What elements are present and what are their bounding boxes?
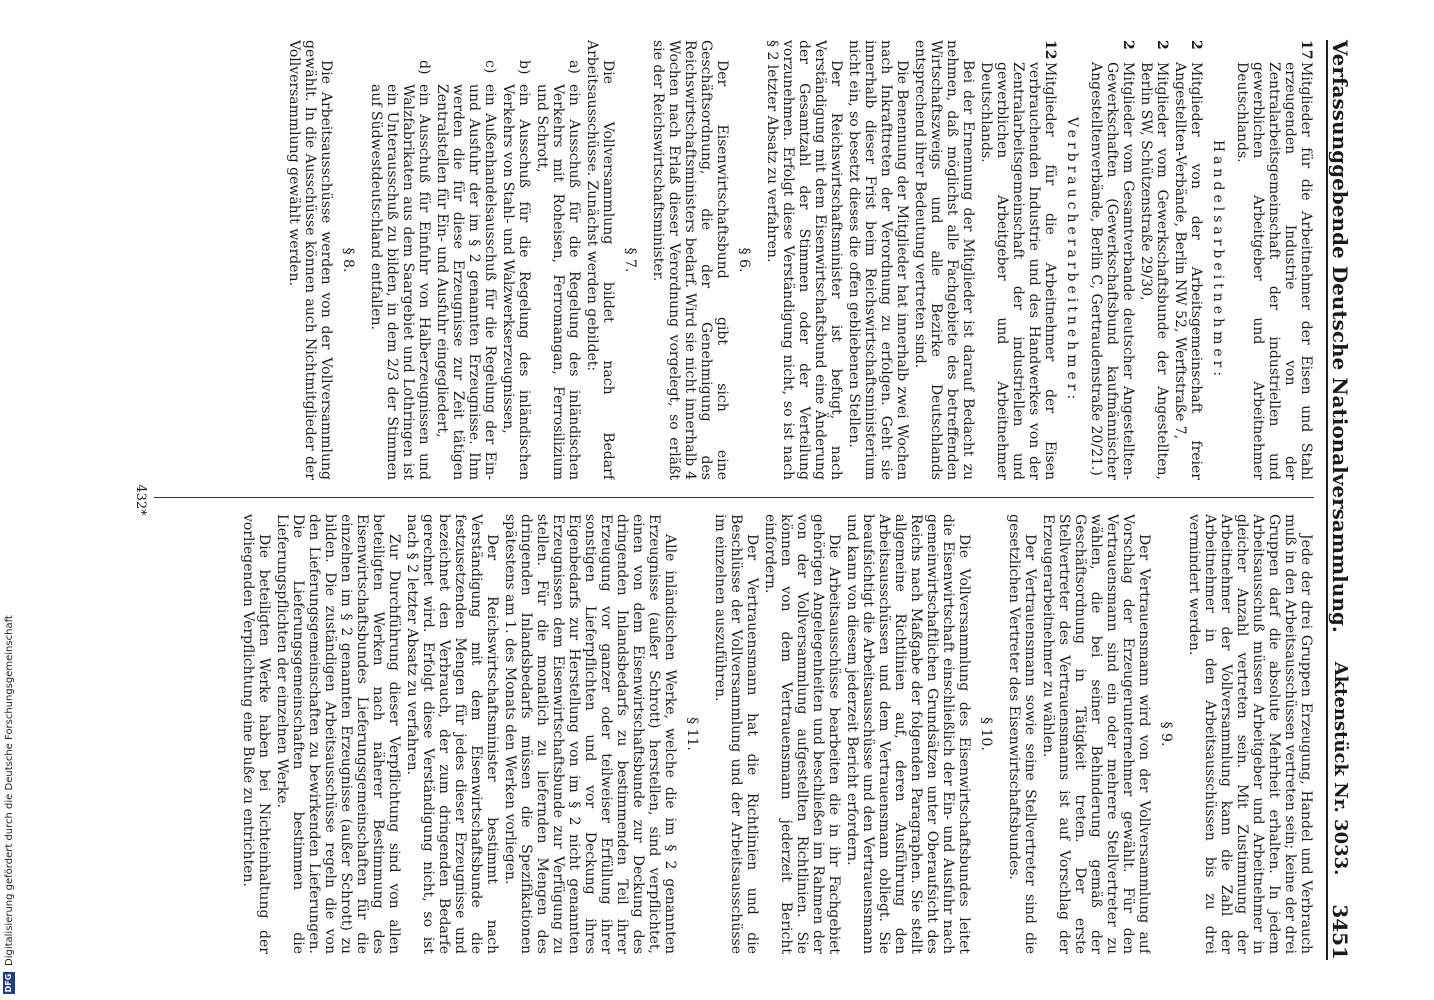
- paragraph: Der Vertrauensmann sowie seine Stellvertreter sind die gesetzlichen Vertreter des Eisenwirtschaftsbundes.: [1006, 514, 1038, 954]
- paragraph: Der Vertrauensmann hat die Richtlinien und die Beschlüsse der Vollversammlung und der Arbeitsausschüsse im einzelnen auszuführen.: [712, 514, 760, 954]
- list-item: [534, 60, 582, 480]
- list-text: ein Ausschuß für die Regelung des inländischen Verkehrs von Stahl- und Walzwerkserzeugnissen,: [500, 84, 532, 480]
- member-count: 2: [1188, 40, 1204, 50]
- list-label: a): [566, 60, 582, 74]
- heading-verbraucherarbeitnehmer: Verbraucherarbeitnehmer:: [1064, 116, 1080, 404]
- paragraph: Die beteiligten Werke haben bei Nichteinhaltung der vorliegenden Verpflichtung eine Buße zu entrichten.: [240, 514, 272, 954]
- column-divider: [154, 497, 1314, 498]
- paragraph: Die Benennung der Mitglieder hat innerhalb zwei Wochen nach Inkrafttreten der Verordnung zu erfolgen. Geht sie innerhalb dieser Frist beim Reichswirtschaftsministerium nicht ein, so besetzt dieses die offen gebliebenen Stellen.: [846, 40, 910, 480]
- member-entry: [1138, 40, 1170, 480]
- paragraph: Die Vollversammlung des Eisenwirtschaftsbundes leitet die Eisenwirtschaft einschließlich der Ein- und Ausfuhr nach gemeinwirtschaftlichen Grundsätzen unter Oberaufsicht des Reichs nach Maßgabe der folgenden Paragraphen. Sie stellt allgemeine Richtlinien auf, deren Ausführung den Arbeitsausschüssen und dem Vertrauensmann obliegt. Sie beaufsichtigt die Arbeitsausschüsse und den Vertrauensmann und kann von diesem jederzeit Bericht erfordern.: [844, 514, 972, 954]
- list-text: ein Außenhandelsausschuß für die Regelung der Ein- und Ausfuhr der im § 2 genannten Erzeugnisse. Ihm werden die für diese Erzeugnisse zur Zeit tätigen Zentralstellen für Ein- und Ausfuhr eingegliedert,: [434, 84, 498, 480]
- left-column: [154, 40, 1314, 480]
- section-title-9: § 9.: [1158, 721, 1174, 747]
- member-text: Mitglieder für die Arbeitnehmer der Eisen verbrauchenden Industrie und des Handwerkes von der Zentralarbeitsgemeinschaft der industriellen und gewerblichen Arbeitgeber und Arbeitnehmer Deutschlands.: [978, 62, 1058, 480]
- list-label: b): [516, 60, 532, 75]
- funding-note: [0, 0, 18, 1000]
- paragraph: Der Reichswirtschaftsminister bestimmt nach Verständigung mit dem Eisenwirtschaftsbunde die festzusetzenden Mengen für jedes dieser Erzeugnisse und bezeichnet den Verbrauch, der zum dringenden Bedarfe gerechnet wird. Erfolgt diese Verständigung nicht, so ist nach § 2 letzter Absatz zu verfahren.: [404, 514, 500, 954]
- section-title-7: § 7.: [622, 247, 638, 273]
- member-text: Mitglieder vom Gesamtverbande deutscher Angestellten-Gewerkschaften (Gewerkschaftsbund kaufmännischer Angestelltenverbände, Berlin C, Gertraudenstraße 20/21.): [1088, 62, 1136, 480]
- member-text: Mitglieder vom Gewerkschaftsbunde der Angestellten, Berlin SW, Schützenstraße 29/30,: [1138, 62, 1170, 480]
- section-title-10: § 10.: [978, 717, 994, 751]
- member-text: Mitglieder von der Arbeitsgemeinschaft freier Angestellten-Verbände, Berlin NW 52, Werftstraße 7,: [1172, 62, 1204, 480]
- paragraph: Die Arbeitsausschüsse werden von der Vollversammlung gewählt. In die Ausschüsse können auch Nichtmitglieder der Vollversammlung gewählt werden.: [286, 40, 334, 480]
- document-page: [90, 40, 1360, 960]
- member-count: 2: [1154, 40, 1170, 50]
- section-title-11: § 11.: [684, 717, 700, 751]
- list-item: [434, 60, 498, 480]
- paragraph: Bei der Ernennung der Mitglieder ist darauf Bedacht zu nehmen, daß möglichst alle Fachgebiete des betreffenden Wirtschaftszweigs und alle Bezirke Deutschlands entsprechend ihrer Bedeutung vertreten sind.: [912, 40, 976, 480]
- right-column: [154, 514, 1314, 954]
- list-text: ein Ausschuß für die Regelung des inländischen Verkehrs mit Roheisen, Ferromangan, Ferrosilizium und Schrott,: [534, 84, 582, 480]
- member-text: Mitglieder für die Arbeitnehmer der Eisen und Stahl erzeugenden Industrie von der Zentralarbeitsgemeinschaft der industriellen und gewerblichen Arbeitgeber und Arbeitnehmer Deutschlands.: [1234, 62, 1314, 480]
- paragraph: Die Arbeitsausschüsse bearbeiten die in ihr Fachgebiet gehörigen Angelegenheiten und beschließen im Rahmen der von der Vollversammlung aufgestellten Richtlinien. Sie können von dem Vertrauensmann jederzeit Bericht einfordern.: [762, 514, 842, 954]
- member-entry: [978, 40, 1058, 480]
- section-title-6: § 6.: [736, 247, 752, 273]
- list-item: [368, 60, 432, 480]
- member-count: 2: [1120, 40, 1136, 50]
- paragraph: Der Eisenwirtschaftsbund gibt sich eine Geschäftsordnung, die der Genehmigung des Reichswirtschaftsministers bedarf. Wird sie nicht innerhalb 4 Wochen nach Erlaß dieser Verordnung vorgelegt, so erläßt sie der Reichswirtschaftsminister.: [650, 40, 730, 480]
- heading-handelsarbeitnehmer: Handelsarbeitnehmer:: [1210, 139, 1226, 381]
- page-header: [1326, 40, 1360, 960]
- list-item: [500, 60, 532, 480]
- paragraph: Die Vollversammlung bildet nach Bedarf Arbeitsausschüsse. Zunächst werden gebildet:: [584, 40, 616, 480]
- list-text: ein Ausschuß für Einfuhr von Halberzeugnissen und Walzfabrikaten aus dem Saargebiet und Lothringen ist ein Unterausschuß zu bilden, in dem 2/3 der Stimmen auf Südwestdeutschland entfallen.: [368, 84, 432, 480]
- list-label: d): [416, 60, 432, 75]
- member-entry: [1088, 40, 1136, 480]
- printer-signature: 432*: [133, 484, 148, 516]
- header-document-number: Aktenstück Nr. 3033.: [1330, 661, 1351, 876]
- paragraph: Zur Durchführung dieser Verpflichtung sind von allen beteiligten Werken nach näherer Bestimmung des Eisenwirtschaftsbundes Lieferungsgemeinschaften für die einzelnen im § 2 genannten Erzeugnisse (außer Schrott) zu bilden. Die zuständigen Arbeitsausschüsse regeln die von den Lieferungsgemeinschaften zu bewirkenden Lieferungen. Die Lieferungsgemeinschaften bestimmen die Lieferungspflichten der einzelnen Werke.: [274, 514, 402, 954]
- page-number: 3451: [1328, 904, 1352, 960]
- section-title-8: § 8.: [340, 247, 356, 273]
- list-label: c): [482, 60, 498, 74]
- member-entry: [1234, 40, 1314, 480]
- header-title: Verfassunggebende Deutsche Nationalversammlung.: [1328, 40, 1352, 633]
- paragraph: Der Vertrauensmann wird von der Vollversammlung auf Vorschlag der Erzeugerunternehmer gewählt. Für den Vertrauensmann sind ein oder mehrere Stellvertreter zu wählen, die bei seiner Behinderung gemäß der Geschäftsordnung in Tätigkeit treten. Der erste Stellvertreter des Vertrauensmanns ist auf Vorschlag der Erzeugerarbeitnehmer zu wählen.: [1040, 514, 1152, 954]
- member-entry: [1172, 40, 1204, 480]
- paragraph: Jede der drei Gruppen Erzeugung, Handel und Verbrauch muß in den Arbeitsausschüssen vertreten sein; keine der drei Gruppen darf die absolute Mehrheit erhalten. In jedem Arbeitsausschuß müssen Arbeitgeber und Arbeitnehmer in gleicher Anzahl vertreten sein. Mit Zustimmung der Arbeitnehmer der Vollversammlung kann die Zahl der Arbeitnehmer in den Arbeitsausschüssen bis zu drei vermindert werden.: [1186, 514, 1314, 954]
- paragraph: Der Reichswirtschaftsminister ist befugt, nach Verständigung mit dem Eisenwirtschaftsbund eine Änderung der Gesamtzahl der Stimmen oder der Verteilung vorzunehmen. Erfolgt diese Verständigung nicht, so ist nach § 2 letzter Absatz zu verfahren.: [764, 40, 844, 480]
- member-count: 17: [1298, 40, 1314, 60]
- member-count: 12: [1042, 40, 1058, 60]
- funding-note-text: Digitalisierung gefördert durch die Deutsche Forschungsgemeinschaft: [3, 615, 15, 966]
- paragraph: Alle inländischen Werke, welche die im § 2 genannten Erzeugnisse (außer Schrott) herstellen, sind verpflichtet, einen von dem Eisenwirtschaftsbunde zur Deckung des dringenden Inlandsbedarfs zu bestimmenden Teil ihrer Erzeugung vor ganzer oder teilweiser Erfüllung ihrer sonstigen Lieferpflichten und vor Deckung ihres Eigenbedarfs zur Herstellung von im § 2 nicht genannten Erzeugnissen dem Eisenwirtschaftsbunde zur Verfügung zu stellen. Für die monatlich zu liefernden Mengen des dringenden Inlandsbedarfs müssen die Spezifikationen spätestens am 1. des Monats den Werken vorliegen.: [502, 514, 678, 954]
- dfg-logo-icon: DFG: [4, 973, 13, 993]
